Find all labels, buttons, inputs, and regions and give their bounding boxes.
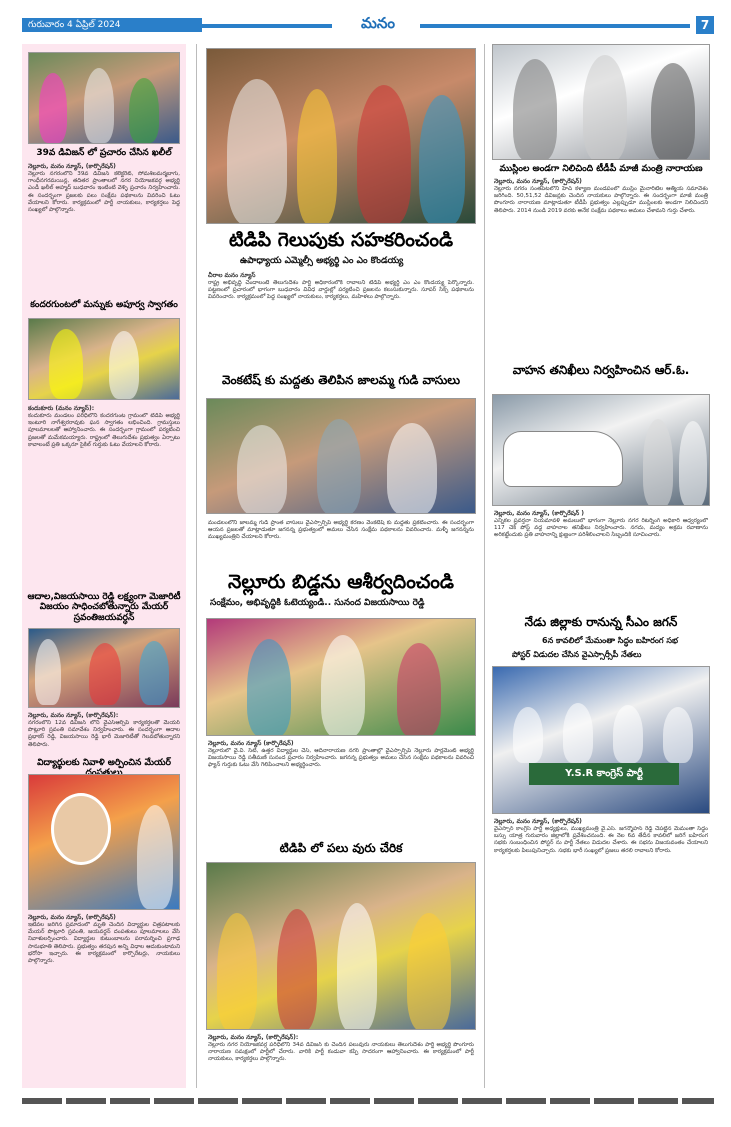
story4-dateline: నెల్లూరు, మనం న్యూస్, (కార్పొరేషన్) xyxy=(28,914,116,921)
tribute-portrait-photo xyxy=(28,774,180,910)
col2-story3-headline: నెల్లూరు బిడ్డను ఆశీర్వదించండి xyxy=(228,571,454,593)
story4-body: ఇటీవల జరిగిన ప్రమాదంలో మృతి చెందిన విద్యార్థుల చిత్రపటాలకు మేయర్ పొట్లూరి స్రవంతి, జయవర్ధన్ దంపతులు పూలమాలలు వేసి నివాళులర్పించారు. విద్యార్థుల కుటుంబాలను పరామర్శించి ప్రగాఢ సానుభూతి తెలిపారు. ప్రభుత్వం తరపున అన్ని విధాల ఆదుకుంటామని భరోసా ఇచ్చారు. ఈ కార్యక్రమంలో కార్పొరేటర్లు, నాయకులు పాల్గొన్నారు. xyxy=(28,922,180,965)
story3-headline: ఆదాల,విజయసాయి రెడ్డి లక్ష్యంగా మెజారిటీ విజయం సాధించబోతున్నారు మేయర్ స్రవంతిజయవర్ధన్ xyxy=(27,592,181,623)
ysrcp-poster-release-photo xyxy=(492,666,710,814)
col3-story1-headline: ముస్లింల అండగా నిలిచింది టీడీపీ మాజీ మంత్రి నారాయణ xyxy=(499,164,703,174)
col2-story4-headline: టిడిపి లో పలు వురు చేరిక xyxy=(279,841,403,855)
col2-story1-dateline: చీరాల మనం న్యూస్ xyxy=(208,272,256,279)
page-header xyxy=(0,0,731,34)
vehicle-inspection-photo xyxy=(492,394,710,506)
col2-story1-subhead: ఉపాధ్యాయ ఎమ్మెల్సీ అభ్యర్థి ఎం ఎం కొండయ్య xyxy=(240,256,404,266)
page-footer-rule xyxy=(22,1098,714,1104)
col2-story2-headline: వెంకటేష్ కు మద్దతు తెలిపిన జాలమ్మ గుడి వాసులు xyxy=(222,373,460,387)
campaign-photo-39th-division xyxy=(28,52,180,144)
welcome-photo-kandaraguntha xyxy=(28,318,180,400)
sunanda-campaign-photo xyxy=(206,618,476,736)
ysrcp-sign: Y.S.R కాంగ్రెస్ పార్టీ xyxy=(529,763,679,785)
tdp-joining-photo xyxy=(206,862,476,1030)
page-number: 7 xyxy=(696,16,714,34)
col3-story2-body: ఎన్నికల ప్రవర్తనా నియమావళి అమలులో భాగంగా నెల్లూరు నగర రిటర్నింగ్ అధికారి ఆధ్వర్యంలో 117 చెక్ పోస్ట్ వద్ద వాహనాల తనిఖీలు నిర్వహించారు. నగదు, మద్యం అక్రమ రవాణాను అరికట్టేందుకు ప్రతి వాహనాన్ని క్షుణ్ణంగా పరిశీలించాలని సిబ్బందికి సూచించారు. xyxy=(494,518,708,539)
story1-headline: 39వ డివిజన్ లో ప్రచారం చేసిన ఖలీల్ xyxy=(36,148,172,158)
col2-story4-dateline: నెల్లూరు, మనం న్యూస్, (కార్పొరేషన్): xyxy=(208,1034,299,1041)
column-divider-2 xyxy=(484,44,485,1088)
masthead-logo: మనం xyxy=(360,14,395,32)
story1-dateline: నెల్లూరు, మనం న్యూస్, (కార్పొరేషన్) xyxy=(28,163,116,170)
story3-dateline: నెల్లూరు, మనం న్యూస్, (కార్పొరేషన్): xyxy=(28,712,119,719)
col2-story3-dateline: నెల్లూరు, మనం న్యూస్ (కార్పొరేషన్) xyxy=(208,740,294,747)
header-rule-left xyxy=(202,24,332,28)
col2-story3-body: నెల్లూరులో వై.వి. సిటీ, ఉత్తర విద్యార్థుల చేస్, ఆదినారాయణ నగర్ ప్రాంతాల్లో వైఎస్సార్సీపీ నెల్లూరు పార్లమెంట్ అభ్యర్థి విజయసాయి రెడ్డి సతీమణి సునంద ప్రచారం నిర్వహించారు. జగనన్న ప్రభుత్వం అమలు చేసిన సంక్షేమ పథకాలను వివరించి ఫ్యాన్ గుర్తుకు ఓటు వేసి గెలిపించాలని అభ్యర్థించారు. xyxy=(208,748,474,769)
col2-story3-subhead: సంక్షేమం, అభివృద్ధికి ఓటెయ్యండి.. సునంద విజయసాయి రెడ్డి xyxy=(210,598,425,608)
muslim-meeting-photo xyxy=(492,44,710,160)
col3-story1-dateline: నెల్లూరు, మనం న్యూస్, (కార్పొరేషన్) xyxy=(494,178,582,185)
tdp-campaign-photo xyxy=(206,48,476,224)
col2-story2-body: మండలంలోని జాలమ్మ గుడి ప్రాంత వాసులు వైఎస్సార్సీపీ అభ్యర్థి కరణం వెంకటేష్ కు మద్దతు ప్రకటించారు. ఈ సందర్భంగా ఆయన ప్రజలతో మాట్లాడుతూ జగనన్న ప్రభుత్వంలో అమలు చేసిన సంక్షేమ పథకాలను వివరించారు. మళ్ళీ జగనన్నను ముఖ్యమంత్రిని చేయాలని కోరారు. xyxy=(208,520,474,541)
column-divider-1 xyxy=(196,44,197,1088)
col3-story3-subhead2: పోస్టర్ విడుదల చేసిన వైఎస్సార్సీపీ నేతలు xyxy=(512,650,642,659)
header-rule-right xyxy=(420,24,690,28)
col2-story4-body: నెల్లూరు నగర నియోజకవర్గ పరిధిలోని 34వ డివిజన్ కు చెందిన పలువురు నాయకులు తెలుగుదేశం పార్టీ అభ్యర్థి పొంగూరు నారాయణ సమక్షంలో పార్టీలో చేరారు. వారికి పార్టీ కండువా కప్పి సాదరంగా ఆహ్వానించారు. ఈ కార్యక్రమంలో పార్టీ నాయకులు, కార్యకర్తలు పాల్గొన్నారు. xyxy=(208,1042,474,1063)
story3-body: నగరంలోని 12వ డివిజన్ లోని వైఎస్ఆర్సీపీ కార్యకర్తలతో మేయర్ పొట్లూరి స్రవంతి సమావేశం నిర్వహించారు. ఈ సందర్భంగా ఆదాల ప్రభాకర్ రెడ్డి, విజయసాయి రెడ్డి భారీ మెజారిటీతో గెలవబోతున్నారని తెలిపారు. xyxy=(28,720,180,748)
col2-story1-body: రాష్ట్ర అభివృద్ధి చెందాలంటే తెలుగుదేశం పార్టీ అధికారంలోకి రావాలని టీడీపీ అభ్యర్థి ఎం ఎం కొండయ్య పేర్కొన్నారు. పట్టణంలో ప్రచారంలో భాగంగా బుధవారం వివిధ వార్డుల్లో పర్యటించి ప్రజలను కలుసుకున్నారు. సూపర్ సిక్స్ పథకాలను వివరించారు. కార్యక్రమంలో పెద్ద సంఖ్యలో నాయకులు, కార్యకర్తలు, మహిళలు పాల్గొన్నారు. xyxy=(208,280,474,301)
story4-headline: విద్యార్థులకు నివాళి అర్పించిన మేయర్ xyxy=(37,758,171,768)
story2-headline: కందరగుంటలో మన్నుకు అపూర్వ స్వాగతం xyxy=(30,300,178,310)
col3-story3-headline: నేడు జిల్లాకు రానున్న సీఎం జగన్ xyxy=(524,615,678,629)
story1-body: నెల్లూరు నగరంలోని 39వ డివిజన్ కలెక్టరేట్, సోమశిలమర్మబాగు, గాంధీనగరమయిన్ల, తదితర ప్రాంతాలలో నగర నియోజకవర్గ అభ్యర్థి ఎండీ ఖలీల్ అహ్మద్ బుధవారం ఇంటింటి వెళ్ళి ప్రచారం నిర్వహించారు. ఈ సందర్భంగా ప్రజలకు పలు సంక్షేమ పథకాలను వివరించి ఓటు వేయాలని కోరారు. కార్యక్రమంలో పార్టీ నాయకులు, కార్యకర్తలు పెద్ద సంఖ్యలో పాల్గొన్నారు. xyxy=(28,171,180,214)
dateline-banner: గురువారం 4 ఏప్రిల్ 2024 xyxy=(22,18,202,32)
col3-story3-body: వైఎస్సార్ కాంగ్రెస్ పార్టీ అధ్యక్షులు, ముఖ్యమంత్రి వై.ఎస్. జగన్మోహన్ రెడ్డి చేపట్టిన మేమంతా సిద్ధం బస్సు యాత్ర గురువారం జిల్లాలోకి ప్రవేశించనుంది. ఈ నెల 6వ తేదీన కావలిలో జరిగే బహిరంగ సభకు సంబంధించిన పోస్టర్ ను పార్టీ నేతలు విడుదల చేశారు. ఈ సభను విజయవంతం చేయాలని కార్యకర్తలకు పిలుపునిచ్చారు. సభకు భారీ సంఖ్యలో ప్రజలు తరలి రావాలని కోరారు. xyxy=(494,826,708,854)
venkatesh-support-photo xyxy=(206,398,476,514)
col2-story1-headline: టిడిపి గెలుపుకు సహకరించండి xyxy=(228,229,454,251)
col3-story1-body: నెల్లూరు నగరం సంతపేటలోని హెచ్ కళ్యాణ మండపంలో ముస్లిం మైనారిటీల ఆత్మీయ సమావేశం జరిగింది. 50,51,52 డివిజన్లకు చెందిన నాయకులు పాల్గొన్నారు. ఈ సందర్భంగా మాజీ మంత్రి పొంగూరు నారాయణ మాట్లాడుతూ టీడీపీ ప్రభుత్వం ఎల్లప్పుడూ ముస్లింలకు అండగా నిలిచిందని తెలిపారు. 2014 నుండి 2019 వరకు అనేక సంక్షేమ పథకాలు అమలు చేశామని గుర్తు చేశారు. xyxy=(494,186,708,214)
col3-story3-dateline: నెల్లూరు, మనం న్యూస్, (కార్పొరేషన్) xyxy=(494,818,582,825)
story2-dateline: కందుకూరు (మనం న్యూస్): xyxy=(28,405,95,412)
col3-story2-headline: వాహన తనిఖీలు నిర్వహించిన ఆర్.ఓ. xyxy=(512,363,690,377)
col3-story3-subhead: 6న కావలిలో మేమంతా సిద్ధం బహిరంగ సభ xyxy=(542,636,678,645)
mayor-meeting-photo xyxy=(28,628,180,708)
story2-body: కందుకూరు మండలం పరిధిలోని కందరగుంట గ్రామంలో టీడీపీ అభ్యర్థి ఇంటూరి నాగేశ్వరరావుకు ఘన స్వాగతం లభించింది. గ్రామస్తులు పూలమాలలతో ఆహ్వానించారు. ఈ సందర్భంగా గ్రామంలో పర్యటించి ప్రజలతో మమేకమయ్యారు. రాష్ట్రంలో తెలుగుదేశం ప్రభుత్వం ఏర్పాటు కావాలంటే ప్రతి ఒక్కరూ సైకిల్ గుర్తుకు ఓటు వేయాలని కోరారు. xyxy=(28,413,180,448)
col3-story2-dateline: నెల్లూరు, మనం న్యూస్, (కార్పొరేషన్ ) xyxy=(494,510,584,517)
